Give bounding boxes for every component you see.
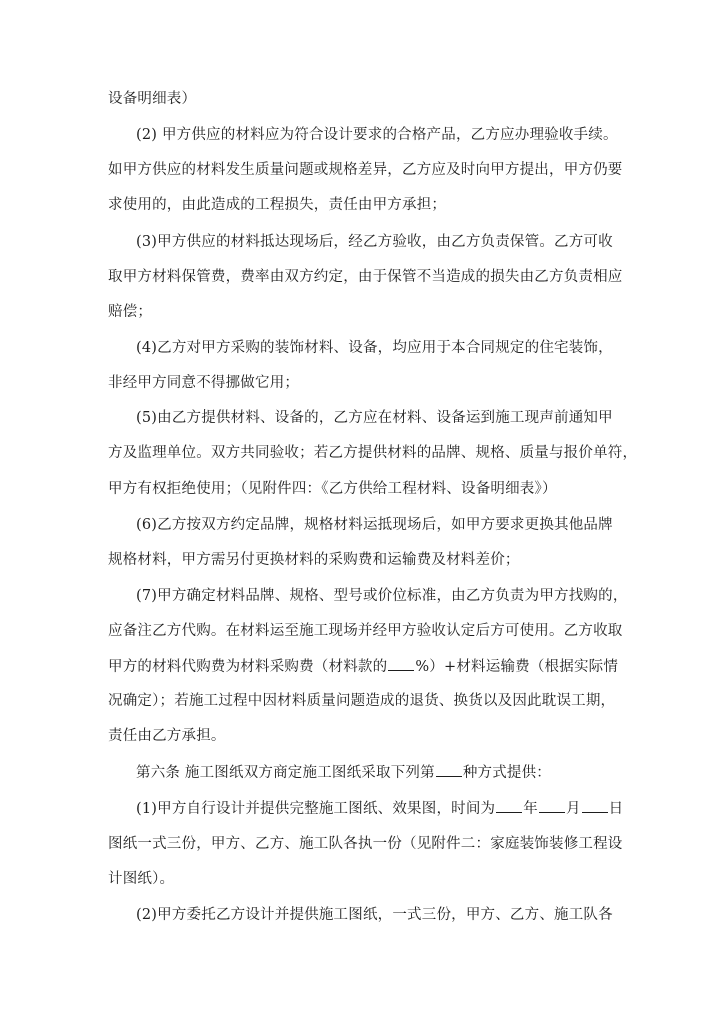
line-text-after: 种方式提供： — [462, 765, 552, 781]
text-line: 甲方有权拒绝使用；（见附件四：《乙方供给工程材料、设备明细表》） — [108, 481, 557, 497]
text-line: 方及监理单位。双方共同验收；若乙方提供材料的品牌、规格、质量与报价单符， — [108, 445, 638, 461]
text-line-with-blank — [108, 656, 618, 677]
article-6-item-2-line-1: (2)甲方委托乙方设计并提供施工图纸，一式三份，甲方、乙方、施工队各 — [136, 907, 613, 923]
year-label: 年 — [523, 801, 538, 817]
day-label: 日 — [608, 801, 624, 817]
month-label: 月 — [565, 801, 581, 817]
text-line: 图纸一式三份，甲方、乙方、施工队各执一份（见附件二：家庭装饰装修工程设 — [108, 836, 623, 852]
text-line: 取甲方材料保管费，费率由双方约定，由于保管不当造成的损失由乙方负责相应 — [108, 269, 623, 285]
text-line: 规格材料，甲方需另付更换材料的采购费和运输费及材料差价； — [108, 552, 520, 568]
year-blank — [496, 798, 522, 813]
article-6-heading — [136, 762, 551, 783]
text-line: 计图纸）。 — [108, 871, 175, 887]
text-line: 设备明细表） — [108, 91, 197, 107]
line-text-after: %）+材料运输费（根据实际情 — [415, 659, 619, 675]
text-line: 求使用的，由此造成的工程损失，责任由甲方承担； — [108, 197, 447, 213]
text-line: 应备注乙方代购。在材料运至施工现场并经甲方验收认定后方可使用。乙方收取 — [108, 623, 623, 639]
line-text-before: (1)甲方自行设计并提供完整施工图纸、效果图，时间为 — [136, 801, 496, 817]
paragraph-2-line-1: (2) 甲方供应的材料应为符合设计要求的合格产品，乙方应办理验收手续。 — [136, 127, 618, 143]
text-line: 如甲方供应的材料发生质量问题或规格差异，乙方应及时向甲方提出，甲方仍要 — [108, 162, 623, 178]
fill-in-blank — [388, 656, 414, 671]
month-blank — [539, 798, 565, 813]
text-line: 责任由乙方承担。 — [108, 728, 226, 744]
fill-in-blank — [436, 762, 462, 777]
paragraph-5-line-1: (5)由乙方提供材料、设备的，乙方应在材料、设备运到施工现声前通知甲 — [136, 410, 613, 426]
text-line: 赔偿； — [108, 304, 153, 320]
paragraph-6-line-1: (6)乙方按双方约定品牌，规格材料运抵现场后，如甲方要求更换其他品牌 — [136, 517, 613, 533]
day-blank — [582, 798, 608, 813]
article-6-item-1-line-1 — [136, 798, 623, 819]
line-text-before: 甲方的材料代购费为材料采购费（材料款的 — [108, 659, 388, 675]
paragraph-3-line-1: (3)甲方供应的材料抵达现场后，经乙方验收，由乙方负责保管。乙方可收 — [136, 234, 613, 250]
text-line: 况确定）；若施工过程中因材料质量问题造成的退货、换货以及因此耽误工期， — [108, 693, 616, 709]
paragraph-7-line-1: (7)甲方确定材料品牌、规格、型号或价位标准，由乙方负责为甲方找购的， — [136, 588, 628, 604]
line-text-before: 第六条 施工图纸双方商定施工图纸采取下列第 — [136, 765, 435, 781]
paragraph-4-line-1: (4)乙方对甲方采购的装饰材料、设备，均应用于本合同规定的住宅装饰， — [136, 340, 613, 356]
text-line: 非经甲方同意不得挪做它用； — [108, 375, 300, 391]
